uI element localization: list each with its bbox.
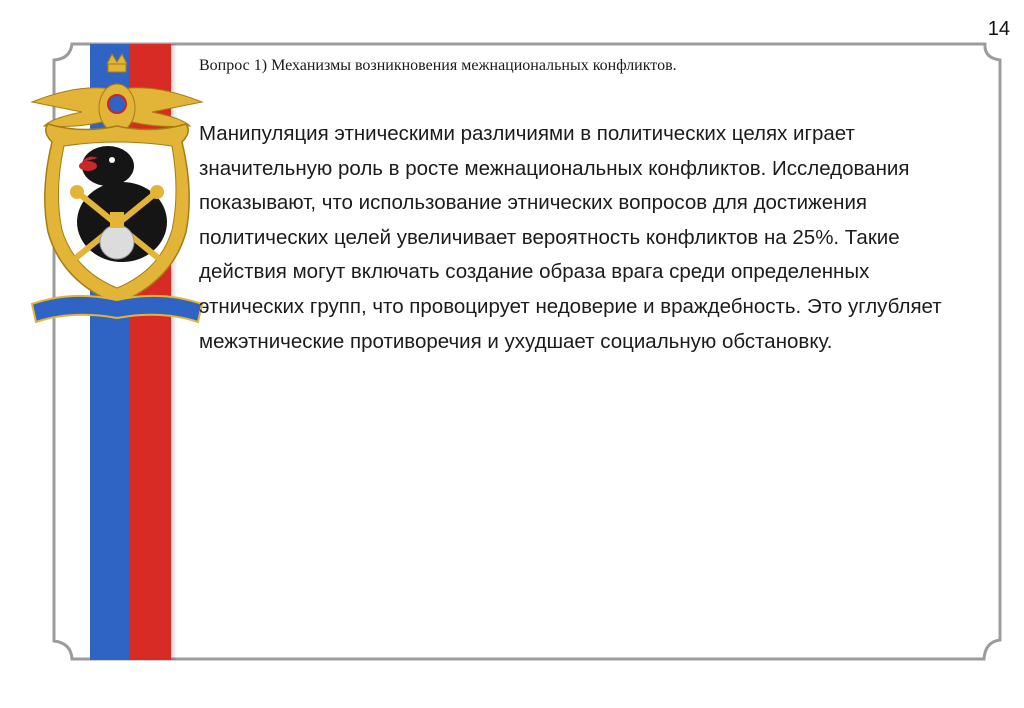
page-number: 14 (987, 18, 1010, 40)
question-title: Вопрос 1) Механизмы возникновения межнациональных конфликтов. (199, 57, 677, 74)
body-paragraph: Манипуляция этническими различиями в политических целях играет значительную роль в росте межнациональных конфликтов. Исследования показывают, что использование этнических вопросов для достижения политических целей увеличивает вероятность конфликтов на 25%. Такие действия могут включать создание образа врага среди определенных этнических групп, что провоцирует недоверие и враждебность. Это углубляет межэтнические противоречия и ухудшает социальную обстановку. (199, 122, 942, 353)
police-emblem-bear-icon (22, 42, 212, 332)
